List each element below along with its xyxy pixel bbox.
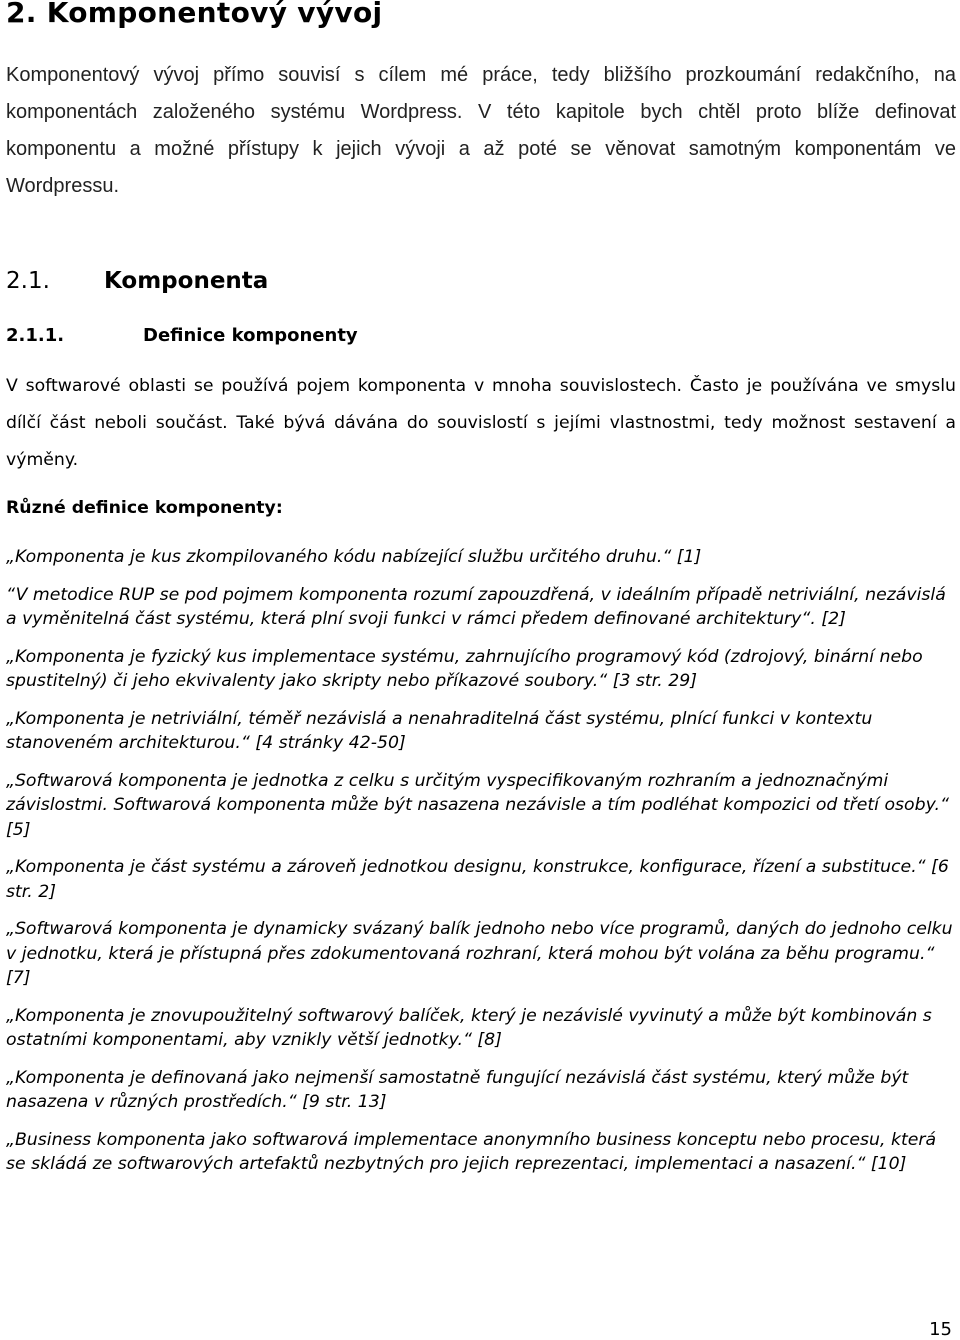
subsection-number: 2.1.1. bbox=[6, 325, 65, 346]
intro-paragraph: Komponentový vývoj přímo souvisí s cílem mé práce, tedy bližšího prozkoumání redakčního, na komponentách založeného systému Wordpress. V této kapitole bych chtěl proto blíže definovat komponentu a možné přístupy k jejich vývoji a až poté se věnovat samotným komponentám ve Wordpressu. bbox=[6, 64, 956, 197]
page-number: 15 bbox=[929, 1319, 952, 1340]
citation-ref: [2] bbox=[821, 609, 846, 629]
definition-item bbox=[6, 707, 956, 756]
definition-text: „Komponenta je znovupoužitelný softwarový balíček, který je nezávislé vyvinutý a může být kombinován s ostatními komponentami, aby vznikly větší jednotky.“ bbox=[6, 1005, 932, 1050]
definition-text: „Softwarová komponenta je dynamicky svázaný balík jednoho nebo více programů, daných do jednoho celku v jednotku, která je přístupná přes zdokumentovaná rozhraní, která mohou být volána za běhu programu.“ bbox=[6, 919, 953, 964]
citation-ref: [7] bbox=[6, 968, 31, 988]
definition-item bbox=[6, 917, 956, 991]
citation-ref: [10] bbox=[870, 1154, 907, 1174]
definition-item bbox=[6, 1066, 956, 1115]
definition-item bbox=[6, 545, 956, 570]
section-title: Komponenta bbox=[104, 268, 269, 294]
citation-ref: [9 str. 13] bbox=[302, 1092, 387, 1112]
definition-item bbox=[6, 769, 956, 843]
definition-text: „Softwarová komponenta je jednotka z celku s určitým vyspecifikovaným rozhraním a jednoznačnými závislostmi. Softwarová komponenta může být nasazena nezávisle a tím podléhat kompozici od třetí osoby.“ bbox=[6, 770, 949, 815]
definition-text: „Komponenta je netriviální, téměř nezávislá a nenahraditelná část systému, plnící funkci v kontextu stanoveném architekturou.“ bbox=[6, 708, 873, 753]
citation-ref: [4 stránky 42-50] bbox=[255, 733, 406, 753]
definition-text: „Komponenta je fyzický kus implementace systému, zahrnujícího programový kód (zdrojový, binární nebo spustitelný) či jeho ekvivalenty jako skripty nebo příkazové soubory.“ bbox=[6, 646, 923, 691]
definition-text: „Komponenta je definovaná jako nejmenší samostatně fungující nezávislá část systému, který může být nasazena v různých prostředích.“ bbox=[6, 1067, 909, 1112]
definition-text: „Komponenta je kus zkompilovaného kódu nabízející službu určitého druhu.“ bbox=[6, 547, 672, 567]
chapter-title: 2. Komponentový vývoj bbox=[6, 0, 383, 29]
section-heading bbox=[6, 268, 268, 294]
definition-item bbox=[6, 645, 956, 694]
citation-ref: [1] bbox=[676, 547, 702, 567]
citation-ref: [8] bbox=[477, 1030, 502, 1050]
citation-ref: [6 str. 2] bbox=[6, 857, 949, 902]
definition-item bbox=[6, 855, 956, 904]
definition-text: „Business komponenta jako softwarová implementace anonymního business konceptu nebo procesu, která se skládá ze softwarových artefaktů nezbytných pro jejich reprezentaci, implementaci a nasazení.“ bbox=[6, 1129, 937, 1174]
body-paragraph: V softwarové oblasti se používá pojem komponenta v mnoha souvislostech. Často je používána ve smyslu dílčí část neboli součást. Také bývá dávána do souvislostí s jejími vlastnostmi, tedy možnost sestavení a výměny. bbox=[6, 376, 956, 470]
subsection-heading bbox=[6, 325, 358, 346]
definition-item bbox=[6, 583, 956, 632]
definitions-list bbox=[6, 545, 956, 1190]
citation-ref: [3 str. 29] bbox=[612, 671, 697, 691]
subsection-title: Definice komponenty bbox=[143, 325, 358, 346]
section-number: 2.1. bbox=[6, 268, 50, 294]
definition-text: „Komponenta je část systému a zároveň jednotkou designu, konstrukce, konfigurace, řízení a substituce.“ bbox=[6, 857, 926, 877]
definition-item bbox=[6, 1128, 956, 1177]
definition-text: “V metodice RUP se pod pojmem komponenta rozumí zapouzdřená, v ideálním případě netriviální, nezávislá a vyměnitelná část systému, která plní svoji funkci v rámci předem definované architektury“. bbox=[6, 584, 946, 629]
citation-ref: [5] bbox=[6, 819, 31, 840]
definitions-heading: Různé definice komponenty: bbox=[6, 498, 283, 518]
definition-item bbox=[6, 1004, 956, 1053]
